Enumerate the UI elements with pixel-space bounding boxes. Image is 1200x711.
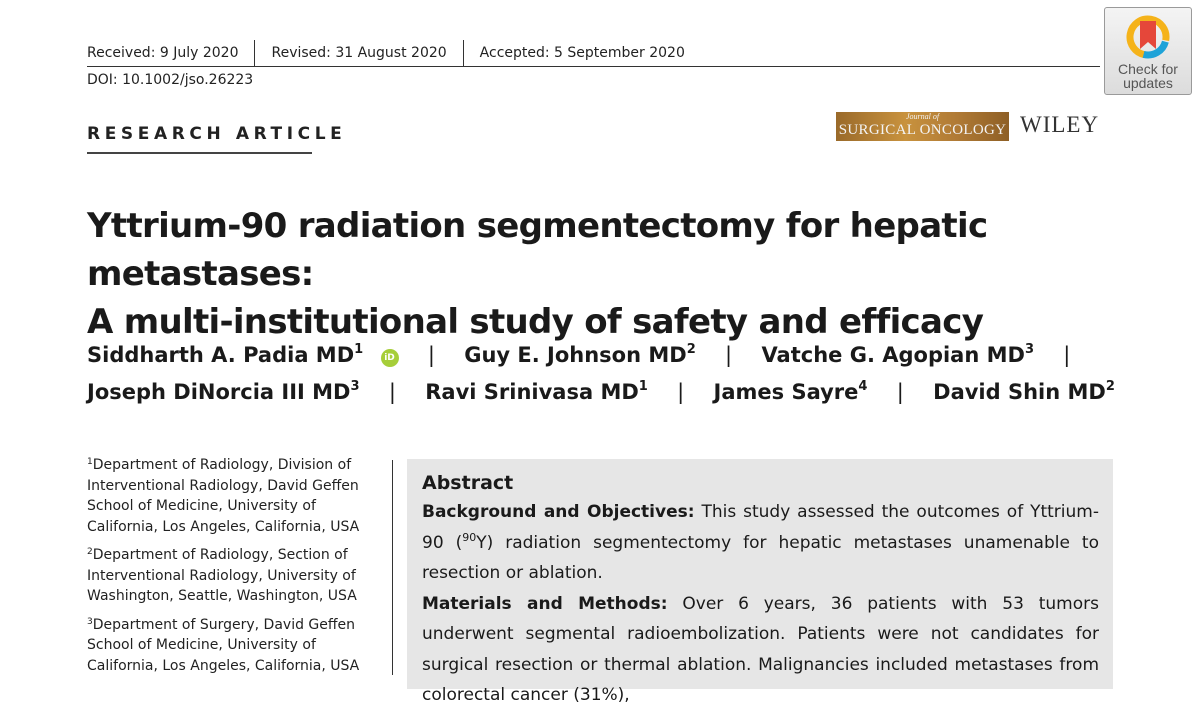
- section-underline: [87, 152, 312, 154]
- author-separator: |: [896, 380, 904, 404]
- section-label: RESEARCH ARTICLE: [87, 124, 347, 144]
- publication-dates: [87, 40, 685, 66]
- badge-line2: updates: [1123, 75, 1173, 91]
- journal-logo[interactable]: [836, 112, 1009, 141]
- column-divider: [392, 460, 393, 675]
- author-list: [87, 337, 1127, 411]
- affiliations: [87, 455, 387, 684]
- author-line-2: [87, 374, 1127, 411]
- article-title: [87, 202, 1147, 346]
- title-line-2: A multi-institutional study of safety and efficacy: [87, 302, 984, 342]
- crossmark-icon: [1125, 14, 1171, 60]
- journal-logo-name: SURGICAL ONCOLOGY: [838, 122, 1007, 138]
- author-separator: |: [1063, 343, 1071, 367]
- divider: [254, 40, 255, 66]
- author-name[interactable]: James Sayre$^4$: [713, 379, 868, 404]
- abstract-heading: Abstract: [422, 472, 514, 494]
- author-name[interactable]: Ravi Srinivasa $MD^1$: [425, 379, 648, 404]
- abstract-methods: Materials and Methods: Over 6 years, 36 patients with 53 tumors underwent segmental radioembolization. Patients were not candidates for surgical resection or thermal ablation. Malignancies included metastases from colorectal cancer (31%),: [422, 593, 1099, 705]
- author-name[interactable]: Vatche G. Agopian $MD^3$: [761, 342, 1034, 367]
- author-separator: |: [677, 380, 685, 404]
- header-rule: [87, 66, 1100, 67]
- affiliation-item: $^1$Department of Radiology, Division of Interventional Radiology, David Geffen School of Medicine, University of California, Los Angeles, California, USA: [87, 457, 360, 535]
- journal-logo-prefix: Journal of: [905, 112, 940, 121]
- affiliation-item: $^3$Department of Surgery, David Geffen School of Medicine, University of California, Los Angeles, California, USA: [87, 616, 360, 674]
- title-line-1: Yttrium-90 radiation segmentectomy for hepatic metastases:: [87, 206, 988, 294]
- author-separator: |: [388, 380, 396, 404]
- doi[interactable]: DOI: 10.1002/jso.26223: [87, 72, 254, 88]
- orcid-icon[interactable]: iD: [381, 349, 399, 367]
- divider: [463, 40, 464, 66]
- author-separator: |: [725, 343, 733, 367]
- author-line-1: [87, 337, 1127, 374]
- received-date: Received: 9 July 2020: [87, 45, 239, 61]
- abstract-background: Background and Objectives: This study assessed the outcomes of Yttrium-90 ($^{90}$Y) radiation segmentectomy for hepatic metastases unamenable to resection or ablation.: [422, 502, 1099, 583]
- accepted-date: Accepted: 5 September 2020: [479, 45, 685, 61]
- abstract-box: [407, 459, 1113, 705]
- author-name[interactable]: David Shin $MD^2$: [933, 379, 1115, 404]
- publisher-logo[interactable]: WILEY: [1020, 112, 1100, 137]
- check-for-updates-button[interactable]: [1104, 7, 1192, 95]
- affiliation-item: $^2$Department of Radiology, Section of Interventional Radiology, University of Washington, Seattle, Washington, USA: [87, 547, 357, 604]
- author-name[interactable]: Guy E. Johnson $MD^2$: [464, 342, 696, 367]
- author-separator: |: [427, 343, 435, 367]
- author-name[interactable]: Siddharth A. Padia $MD^1$: [87, 342, 364, 367]
- badge-line1: Check for: [1118, 61, 1178, 77]
- revised-date: Revised: 31 August 2020: [271, 45, 447, 61]
- author-name[interactable]: Joseph DiNorcia III $MD^3$: [87, 379, 360, 404]
